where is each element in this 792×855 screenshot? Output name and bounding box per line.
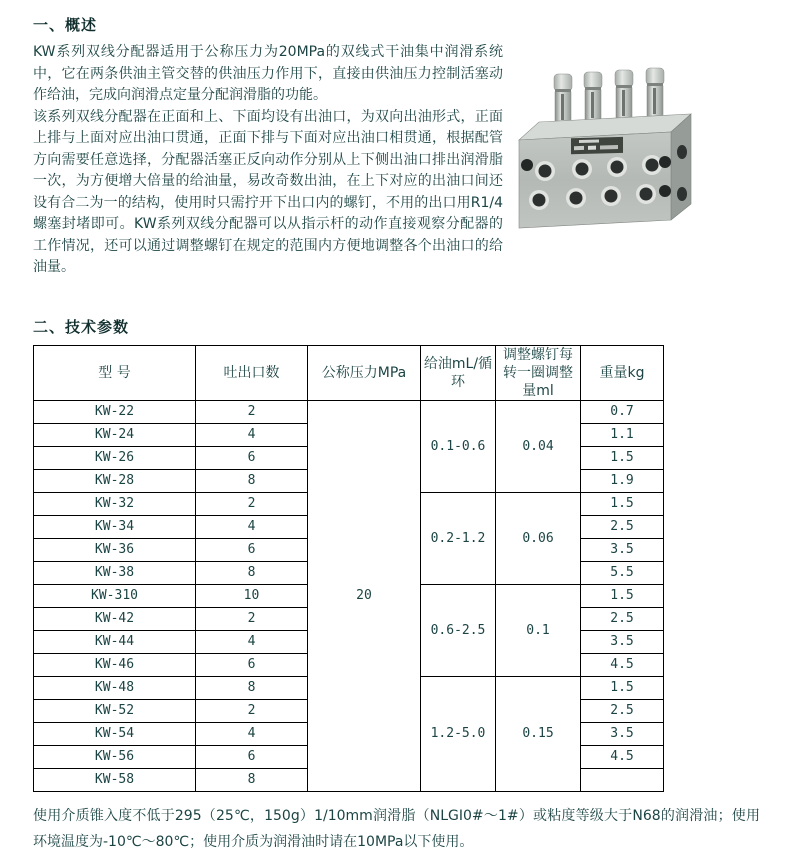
adjust-per-turn-cell: 0.06 bbox=[496, 492, 581, 584]
weight-cell: 5.5 bbox=[581, 561, 664, 584]
weight-cell: 3.5 bbox=[581, 630, 664, 653]
outlets-cell: 10 bbox=[196, 584, 308, 607]
adjust-per-turn-cell: 0.15 bbox=[496, 676, 581, 791]
model-cell: KW-22 bbox=[34, 400, 196, 423]
header-model: 型 号 bbox=[34, 345, 196, 400]
model-cell: KW-42 bbox=[34, 607, 196, 630]
header-weight: 重量kg bbox=[581, 345, 664, 400]
nameplate bbox=[571, 137, 623, 154]
weight-cell: 1.5 bbox=[581, 676, 664, 699]
weight-cell: 2.5 bbox=[581, 515, 664, 538]
usage-note: 使用介质锥入度不低于295（25℃，150g）1/10mm润滑脂（NLGI0#～1#）或粘度等级大于N68的润滑油；使用环境温度为-10℃～80℃；使用介质为润滑油时请在10MPa以下使用。 bbox=[33, 807, 760, 850]
model-cell: KW-48 bbox=[34, 676, 196, 699]
outlets-cell: 6 bbox=[196, 653, 308, 676]
model-cell: KW-52 bbox=[34, 699, 196, 722]
model-cell: KW-36 bbox=[34, 538, 196, 561]
weight-cell: 0.7 bbox=[581, 400, 664, 423]
overview-section bbox=[33, 42, 705, 279]
table-row bbox=[34, 400, 664, 423]
header-adjust: 调整螺钉每转一圈调整量ml bbox=[496, 345, 581, 400]
outlets-cell: 8 bbox=[196, 561, 308, 584]
model-cell: KW-32 bbox=[34, 492, 196, 515]
outlets-cell: 4 bbox=[196, 630, 308, 653]
oil-per-cycle-cell: 0.6-2.5 bbox=[421, 584, 496, 676]
weight-cell: 1.1 bbox=[581, 423, 664, 446]
outlets-cell: 8 bbox=[196, 469, 308, 492]
oil-per-cycle-cell: 0.1-0.6 bbox=[421, 400, 496, 492]
params-heading: 二、技术参数 bbox=[33, 317, 130, 336]
pressure-cell: 20 bbox=[308, 400, 421, 791]
table-header-row bbox=[34, 345, 664, 400]
weight-cell: 4.5 bbox=[581, 745, 664, 768]
oil-per-cycle-cell: 1.2-5.0 bbox=[421, 676, 496, 791]
weight-cell: 3.5 bbox=[581, 538, 664, 561]
weight-cell: 3.5 bbox=[581, 722, 664, 745]
outlets-cell: 4 bbox=[196, 423, 308, 446]
model-cell: KW-310 bbox=[34, 584, 196, 607]
overview-heading: 一、概述 bbox=[33, 16, 98, 34]
outlets-cell: 8 bbox=[196, 768, 308, 791]
header-oil: 给油mL/循环 bbox=[421, 345, 496, 400]
outlets-cell: 6 bbox=[196, 538, 308, 561]
weight-cell: 1.9 bbox=[581, 469, 664, 492]
model-cell: KW-58 bbox=[34, 768, 196, 791]
outlets-cell: 2 bbox=[196, 607, 308, 630]
overview-paragraph-1: KW系列双线分配器适用于公称压力为20MPa的双线式干油集中润滑系统中，它在两条供油主管交替的供油压力作用下，直接由供油压力控制活塞动作给油，完成向润滑点定量分配润滑脂的功能。 bbox=[33, 44, 503, 103]
oil-per-cycle-cell: 0.2-1.2 bbox=[421, 492, 496, 584]
model-cell: KW-28 bbox=[34, 469, 196, 492]
outlets-cell: 2 bbox=[196, 699, 308, 722]
outlets-cell: 2 bbox=[196, 492, 308, 515]
model-cell: KW-46 bbox=[34, 653, 196, 676]
distributor-photo-graphic bbox=[505, 60, 705, 230]
product-photo bbox=[505, 60, 705, 230]
adjust-per-turn-cell: 0.1 bbox=[496, 584, 581, 676]
outlets-cell: 4 bbox=[196, 722, 308, 745]
weight-cell: 1.5 bbox=[581, 584, 664, 607]
weight-cell: 2.5 bbox=[581, 699, 664, 722]
weight-cell: 4.5 bbox=[581, 653, 664, 676]
model-cell: KW-34 bbox=[34, 515, 196, 538]
weight-cell: 1.5 bbox=[581, 446, 664, 469]
outlets-cell: 4 bbox=[196, 515, 308, 538]
model-cell: KW-24 bbox=[34, 423, 196, 446]
outlets-cell: 6 bbox=[196, 745, 308, 768]
model-cell: KW-54 bbox=[34, 722, 196, 745]
params-table bbox=[33, 345, 664, 792]
outlets-cell: 2 bbox=[196, 400, 308, 423]
model-cell: KW-56 bbox=[34, 745, 196, 768]
params-section bbox=[33, 316, 759, 792]
outlets-cell: 6 bbox=[196, 446, 308, 469]
header-outlets: 吐出口数 bbox=[196, 345, 308, 400]
model-cell: KW-44 bbox=[34, 630, 196, 653]
adjust-per-turn-cell: 0.04 bbox=[496, 400, 581, 492]
header-pressure: 公称压力MPa bbox=[308, 345, 421, 400]
overview-paragraph-2: 该系列双线分配器在正面和上、下面均设有出油口，为双向出油形式，正面上排与上面对应出油口贯通，正面下排与下面对应出油口相贯通，根据配管方向需要任意选择，分配器活塞正反向动作分别从上下侧出油口排出润滑脂一次，为方便增大倍量的给油量，易改奇数出油，在上下对应的出油口间还设有合二为一的结构，使用时只需拧开下出口内的螺钉，不用的出口用R1/4 螺塞封堵即可。KW系列双线分配器可以从指示杆的动作直接观察分配器的工作情况，还可以通过调整螺钉在规定的范围内方便地调整各个出油口的给油量。 bbox=[33, 108, 503, 275]
outlets-cell: 8 bbox=[196, 676, 308, 699]
weight-cell: 1.5 bbox=[581, 492, 664, 515]
weight-cell bbox=[581, 768, 664, 791]
model-cell: KW-38 bbox=[34, 561, 196, 584]
params-table-body bbox=[34, 400, 664, 791]
model-cell: KW-26 bbox=[34, 446, 196, 469]
weight-cell: 2.5 bbox=[581, 607, 664, 630]
